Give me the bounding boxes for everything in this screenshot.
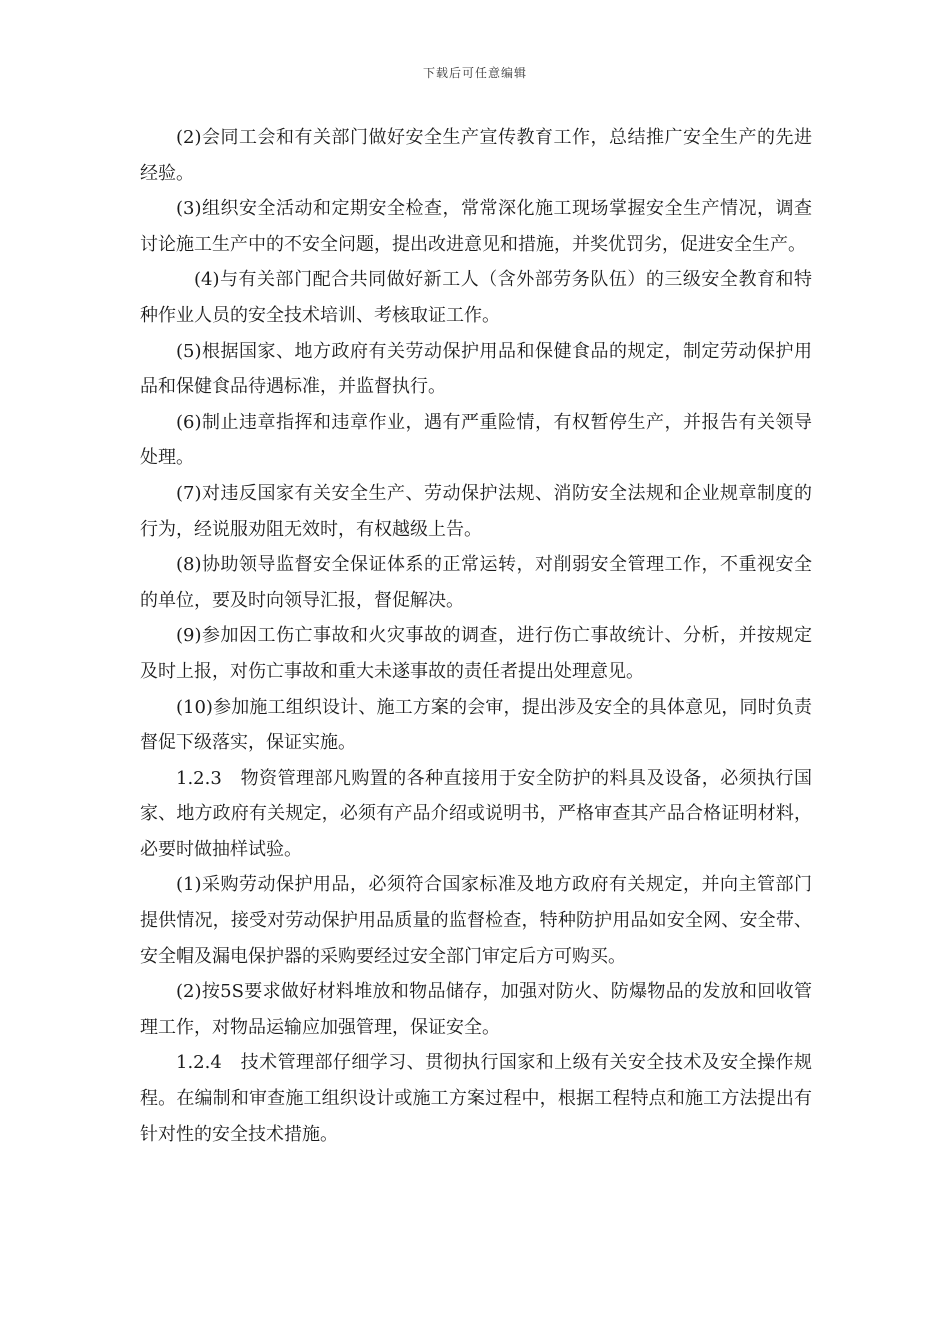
section-1-2-3: 1.2.3 物资管理部凡购置的各种直接用于安全防护的料具及设备，必须执行国家、地方政府有关规定，必须有产品介绍或说明书，严格审查其产品合格证明材料，必要时做抽样试验。 xyxy=(140,767,812,860)
section-1-2-4: 1.2.4 技术管理部仔细学习、贯彻执行国家和上级有关安全技术及安全操作规程。在编制和审查施工组织设计或施工方案过程中，根据工程特点和施工方法提出有针对性的安全技术措施。 xyxy=(140,1052,812,1145)
paragraph-item-7: (7)对违反国家有关安全生产、劳动保护法规、消防安全法规和企业规章制度的行为，经说服劝阻无效时，有权越级上告。 xyxy=(140,482,812,540)
paragraph-item-2: (2)会同工会和有关部门做好安全生产宣传教育工作，总结推广安全生产的先进经验。 xyxy=(140,127,812,184)
paragraph-item-4: (4)与有关部门配合共同做好新工人（含外部劳务队伍）的三级安全教育和特种作业人员的安全技术培训、考核取证工作。 xyxy=(140,269,812,326)
paragraph-item-8: (8)协助领导监督安全保证体系的正常运转，对削弱安全管理工作，不重视安全的单位，要及时向领导汇报，督促解决。 xyxy=(140,554,812,611)
paragraph-procurement-2: (2)按5S要求做好材料堆放和物品储存，加强对防火、防爆物品的发放和回收管理工作，对物品运输应加强管理，保证安全。 xyxy=(140,981,812,1038)
page-header: 下载后可任意编辑 xyxy=(422,66,527,80)
paragraph-item-6: (6)制止违章指挥和违章作业，遇有严重险情，有权暂停生产，并报告有关领导处理。 xyxy=(140,411,812,469)
paragraph-item-9: (9)参加因工伤亡事故和火灾事故的调查，进行伤亡事故统计、分析，并按规定及时上报，对伤亡事故和重大未遂事故的责任者提出处理意见。 xyxy=(140,625,812,682)
paragraph-item-10: (10)参加施工组织设计、施工方案的会审，提出涉及安全的具体意见，同时负责督促下级落实，保证实施。 xyxy=(140,696,812,754)
paragraph-item-3: (3)组织安全活动和定期安全检查，常常深化施工现场掌握安全生产情况，调查讨论施工生产中的不安全问题，提出改进意见和措施，并奖优罚劣，促进安全生产。 xyxy=(140,198,812,255)
paragraph-procurement-1: (1)采购劳动保护用品，必须符合国家标准及地方政府有关规定，并向主管部门提供情况，接受对劳动保护用品质量的监督检查，特种防护用品如安全网、安全带、安全帽及漏电保护器的采购要经过安全部门审定后方可购买。 xyxy=(140,874,812,967)
document-body xyxy=(140,120,812,1152)
paragraph-item-5: (5)根据国家、地方政府有关劳动保护用品和保健食品的规定，制定劳动保护用品和保健食品待遇标准，并监督执行。 xyxy=(140,340,812,398)
